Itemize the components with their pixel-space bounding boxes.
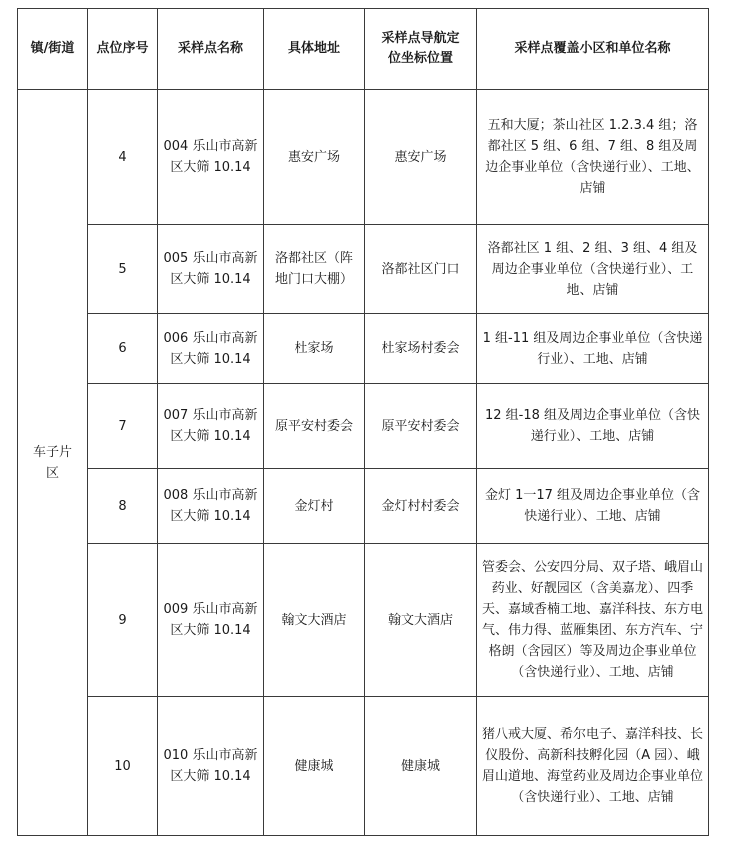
header-town: 镇/街道 <box>18 9 88 90</box>
nav-location: 健康城 <box>365 697 477 836</box>
coverage: 猪八戒大厦、希尔电子、嘉洋科技、长仪股份、高新科技孵化园（A 园）、峨眉山道地、海堂药业及周边企事业单位（含快递行业）、工地、店铺 <box>477 697 709 836</box>
point-no: 9 <box>88 544 158 697</box>
point-no: 6 <box>88 314 158 384</box>
sample-name: 008 乐山市高新区大筛 10.14 <box>158 469 264 544</box>
header-sample-name: 采样点名称 <box>158 9 264 90</box>
nav-location: 原平安村委会 <box>365 384 477 469</box>
address: 洛都社区（阵地门口大棚） <box>264 225 365 314</box>
header-row <box>18 9 709 90</box>
point-no: 8 <box>88 469 158 544</box>
sample-name: 010 乐山市高新区大筛 10.14 <box>158 697 264 836</box>
header-coverage: 采样点覆盖小区和单位名称 <box>477 9 709 90</box>
sample-name: 004 乐山市高新区大筛 10.14 <box>158 90 264 225</box>
sample-name: 005 乐山市高新区大筛 10.14 <box>158 225 264 314</box>
address: 原平安村委会 <box>264 384 365 469</box>
nav-location: 金灯村村委会 <box>365 469 477 544</box>
table-row <box>18 697 709 836</box>
table-row <box>18 384 709 469</box>
coverage: 五和大厦；茶山社区 1.2.3.4 组；洛都社区 5 组、6 组、7 组、8 组及周边企事业单位（含快递行业）、工地、店铺 <box>477 90 709 225</box>
address: 杜家场 <box>264 314 365 384</box>
address: 健康城 <box>264 697 365 836</box>
header-nav-location: 采样点导航定位坐标位置 <box>365 9 477 90</box>
coverage: 洛都社区 1 组、2 组、3 组、4 组及周边企事业单位（含快递行业）、工地、店铺 <box>477 225 709 314</box>
sample-name: 007 乐山市高新区大筛 10.14 <box>158 384 264 469</box>
sampling-points-table <box>17 8 709 836</box>
table-row <box>18 469 709 544</box>
address: 翰文大酒店 <box>264 544 365 697</box>
district-cell: 车子片区 <box>18 90 88 836</box>
sample-name: 009 乐山市高新区大筛 10.14 <box>158 544 264 697</box>
table-row <box>18 544 709 697</box>
point-no: 4 <box>88 90 158 225</box>
header-point-no: 点位序号 <box>88 9 158 90</box>
nav-location: 杜家场村委会 <box>365 314 477 384</box>
coverage: 管委会、公安四分局、双子塔、峨眉山药业、好靓园区（含美嘉龙）、四季天、嘉域香楠工地、嘉洋科技、东方电气、伟力得、蓝雁集团、东方汽车、宁格朗（含园区）等及周边企事业单位（含快递行业）、工地、店铺 <box>477 544 709 697</box>
coverage: 12 组-18 组及周边企事业单位（含快递行业）、工地、店铺 <box>477 384 709 469</box>
coverage: 1 组-11 组及周边企事业单位（含快递行业）、工地、店铺 <box>477 314 709 384</box>
nav-location: 惠安广场 <box>365 90 477 225</box>
table-row <box>18 90 709 225</box>
nav-location: 翰文大酒店 <box>365 544 477 697</box>
coverage: 金灯 1一17 组及周边企事业单位（含快递行业）、工地、店铺 <box>477 469 709 544</box>
nav-location: 洛都社区门口 <box>365 225 477 314</box>
point-no: 10 <box>88 697 158 836</box>
address: 惠安广场 <box>264 90 365 225</box>
point-no: 7 <box>88 384 158 469</box>
table-row <box>18 225 709 314</box>
header-address: 具体地址 <box>264 9 365 90</box>
table-row <box>18 314 709 384</box>
point-no: 5 <box>88 225 158 314</box>
address: 金灯村 <box>264 469 365 544</box>
sample-name: 006 乐山市高新区大筛 10.14 <box>158 314 264 384</box>
